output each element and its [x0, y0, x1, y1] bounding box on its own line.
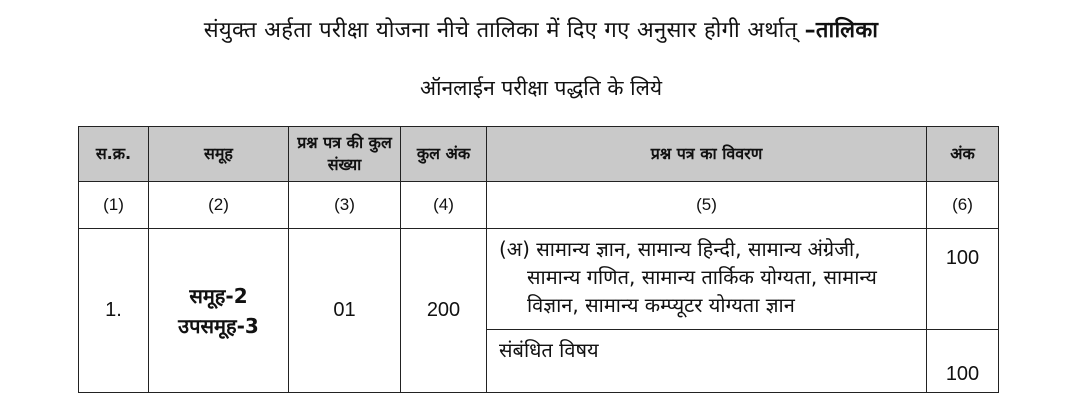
column-number: (3): [289, 182, 401, 229]
column-number: (1): [79, 182, 149, 229]
title-text: संयुक्त अर्हता परीक्षा योजना नीचे तालिका में दिए गए अनुसार होगी अर्थात्: [203, 18, 798, 43]
paper-count-cell: 01: [289, 229, 401, 393]
paper-details-a: [487, 229, 927, 330]
column-number: (5): [487, 182, 927, 229]
table-row: [79, 229, 999, 330]
group-cell: [149, 229, 289, 393]
marks-a-cell: 100: [927, 229, 999, 330]
paper-details-a-text: (अ) सामान्य ज्ञान, सामान्य हिन्दी, सामान्य अंग्रेजी, सामान्य गणित, सामान्य तार्किक योग्यता, सामान्य विज्ञान, सामान्य कम्प्यूटर योग्यता ज्ञान: [499, 237, 877, 317]
group-name: समूह-2: [189, 283, 248, 308]
page-title: [0, 14, 1082, 44]
subgroup-name: उपसमूह-3: [178, 313, 259, 338]
exam-scheme-table: [78, 126, 999, 393]
column-number-row: [79, 182, 999, 229]
marks-b-cell: 100: [927, 330, 999, 393]
page-subtitle: ऑनलाईन परीक्षा पद्धति के लिये: [419, 76, 663, 100]
column-number: (6): [927, 182, 999, 229]
header-total-marks: कुल अंक: [401, 127, 487, 182]
table-header-row: [79, 127, 999, 182]
header-paper-count: प्रश्न पत्र की कुल संख्या: [289, 127, 401, 182]
serial-cell: 1.: [79, 229, 149, 393]
header-marks: अंक: [927, 127, 999, 182]
column-number: (2): [149, 182, 289, 229]
header-serial: स.क्र.: [79, 127, 149, 182]
header-paper-details: प्रश्न पत्र का विवरण: [487, 127, 927, 182]
total-marks-cell: 200: [401, 229, 487, 393]
column-number: (4): [401, 182, 487, 229]
header-group: समूह: [149, 127, 289, 182]
title-bold-text: –तालिका: [804, 18, 879, 43]
paper-details-b: संबंधित विषय: [487, 330, 927, 393]
